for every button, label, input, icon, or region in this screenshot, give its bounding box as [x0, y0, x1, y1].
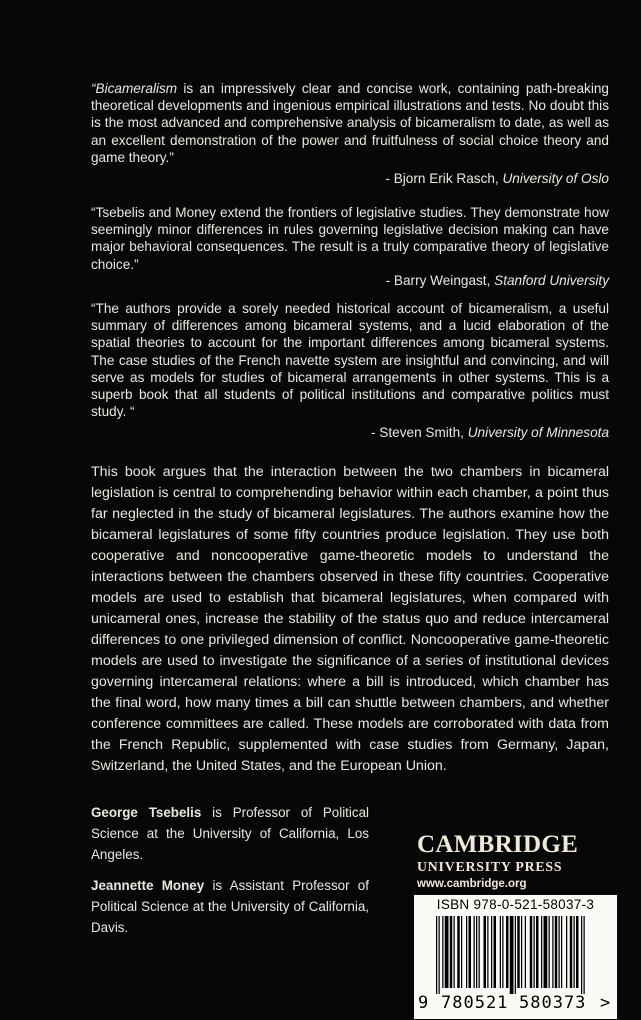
quote-3-affiliation: University of Minnesota — [467, 425, 609, 440]
quote-2-text: “Tsebelis and Money extend the frontiers of legislative studies. They demonstrate how seemingly minor differences in rules governing legislative decision making can have major behavioral consequences. The result is a truly comparative theory of legislative choice.” — [91, 205, 609, 272]
author-1-bio-text: is Professor of Political Science at the University of California, Los Angeles. — [91, 805, 369, 862]
publisher-name: CAMBRIDGE — [417, 831, 579, 858]
barcode-digit-prefix: 9 — [418, 993, 430, 1013]
quote-2-affiliation: Stanford University — [494, 273, 609, 288]
author-bio-1 — [91, 802, 369, 865]
publisher-url: www.cambridge.org — [417, 878, 527, 890]
publisher-subtitle: UNIVERSITY PRESS — [417, 859, 563, 874]
quote-3-text: “The authors provide a sorely needed historical account of bicameralism, a useful summary of differences among bicameral systems, and a lucid elaboration of the spatial theories to account for the important differences among bicameral systems. The case studies of the French navette system are insightful and convincing, and will serve as models for studies of bicameral arrangements in other systems. This is a superb book that all students of political institutions and comparative politics must study. “ — [91, 301, 609, 420]
barcode-digit-group-2: 580373 — [519, 993, 587, 1013]
review-quote-2 — [91, 204, 609, 273]
quote-1-reviewer: - Bjorn Erik Rasch, — [385, 171, 499, 186]
isbn-label: ISBN 978-0-521-58037-3 — [436, 897, 595, 912]
quote-3-attribution — [371, 424, 609, 441]
author-1-name: George Tsebelis — [91, 805, 202, 820]
quote-3-reviewer: - Steven Smith, — [371, 425, 464, 440]
barcode-digit-group-1: 780521 — [441, 993, 509, 1013]
author-2-name: Jeannette Money — [91, 878, 205, 893]
quote-1-book-title: “Bicameralism — [91, 81, 178, 96]
quote-2-attribution — [386, 272, 609, 289]
author-bio-2 — [91, 875, 369, 938]
barcode-digit-suffix: > — [600, 993, 612, 1013]
quote-1-affiliation: University of Oslo — [502, 171, 609, 186]
quote-1-text: is an impressively clear and concise work, containing path-breaking theoretical developments and ingenious empirical illustrations and tests. No doubt this is the most advanced and comprehensive analysis of bicameralism to date, as well as an excellent demonstration of the power and fruitfulness of social choice theory and game theory.” — [91, 81, 609, 165]
book-description: This book argues that the interaction between the two chambers in bicameral legislation is central to comprehending behavior within each chamber, a point thus far neglected in the study of bicameral legislatures. The authors examine how the bicameral legislatures of some fifty countries produce legislation. They use both cooperative and noncooperative game-theoretic models to understand the interactions between the chambers observed in these fifty countries. Cooperative models are used to establish that bicameral legislatures, when compared with unicameral ones, increase the stability of the status quo and reduce intercameral differences to one privileged dimension of conflict. Noncooperative game-theoretic models are used to investigate the significance of a series of institutional devices governing intercameral relations: where a bill is introduced, which chamber has the final word, how many times a bill can shuttle between chambers, and whether conference committees are called. These models are corroborated with data from the French Republic, supplemented with case studies from Germany, Japan, Switzerland, the United States, and the European Union. — [91, 464, 609, 774]
isbn-barcode-panel — [414, 895, 617, 1019]
quote-1-attribution — [385, 170, 609, 187]
quote-2-reviewer: - Barry Weingast, — [385, 273, 491, 288]
review-quote-1 — [91, 80, 609, 166]
barcode-icon — [434, 916, 604, 994]
review-quote-3 — [91, 300, 609, 420]
publisher-logo — [417, 832, 582, 892]
author-2-bio-text: is Assistant Professor of Political Science at the University of California, Davis. — [91, 878, 369, 935]
